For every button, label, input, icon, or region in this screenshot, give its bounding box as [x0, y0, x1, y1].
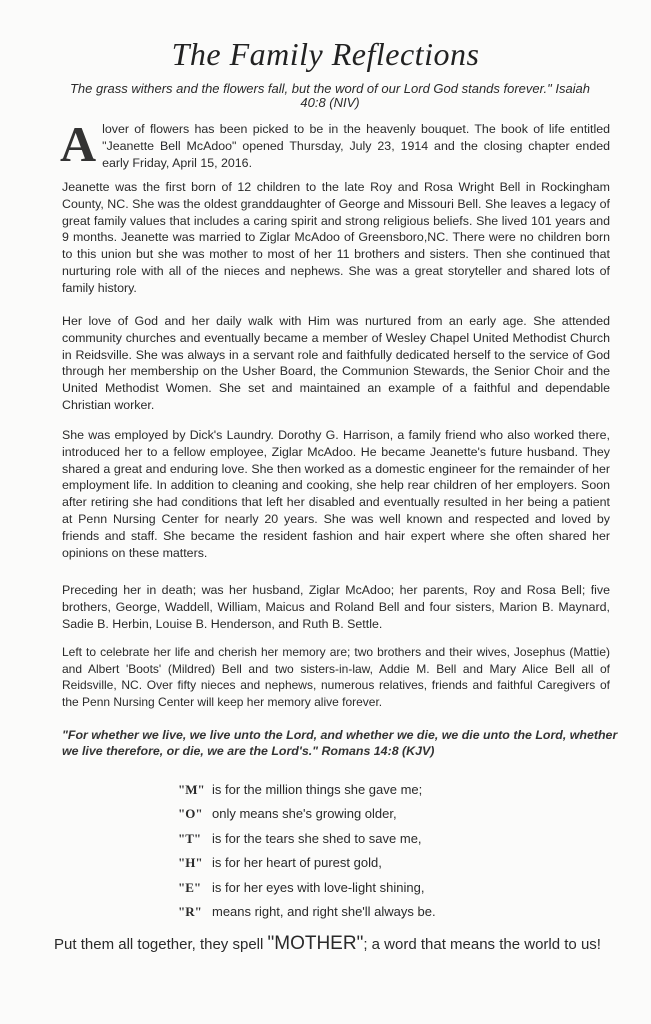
poem-text: is for her eyes with love-light shining, [212, 879, 425, 895]
intro-text: lover of flowers has been picked to be in the heavenly bouquet. The book of life entitled "Jeanette Bell McAdoo" opened Thursday, July 23, 1914 and the closing chapter ended early Friday, April 15, 2016. [102, 122, 610, 170]
poem-letter: "R" [178, 903, 202, 919]
poem-line [178, 878, 578, 902]
drop-cap: A [60, 116, 97, 172]
paragraph-work: She was employed by Dick's Laundry. Dorothy G. Harrison, a family friend who also worked there, introduced her to a fellow employee, Ziglar McAdoo. He became Jeanette's future husband. They shared a great and enduring love. She then worked as a domestic engineer for the remainder of her employment life. In addition to cleaning and cooking, she help rear children of her employers. Soon after retiring she had conditions that left her disabled and eventually resulted in her being a patient at Penn Nursing Center for nearly 20 years. She was well known and respected and loved by friends and staff. She became the resident fashion and hair expert where she often shared her opinions on these matters. [62, 428, 610, 560]
poem-line [178, 853, 578, 877]
epigraph-verse: The grass withers and the flowers fall, but the word of our Lord God stands forever." Isaiah 40:8 (NIV) [69, 81, 591, 110]
page-title: The Family Reflections [171, 36, 480, 72]
poem-letter: "M" [178, 782, 205, 797]
poem-text: means right, and right she'll always be. [212, 903, 436, 919]
closing-text-before: Put them all together, they spell [54, 936, 268, 953]
poem-text: is for her heart of purest gold, [212, 855, 382, 871]
poem-line [178, 804, 578, 828]
paragraph-survivors: Left to celebrate her life and cherish her memory are; two brothers and their wives, Josephus (Mattie) and Albert 'Boots' (Mildred) Bell and two sisters-in-law, Addie M. Bell and Mary Alice Bell all of Reidsville, NC. Over fifty nieces and nephews, numerous relatives, friends and faithful Caregivers of the Penn Nursing Center will keep her memory alive forever. [62, 645, 610, 709]
paragraph-family: Jeanette was the first born of 12 children to the late Roy and Rosa Wright Bell in Rockingham County, NC. She was the oldest granddaughter of George and Missouri Bell. She leaves a legacy of great family values that includes a caring spirit and strong religious beliefs. She lived 101 years and 9 months. Jeanette was married to Ziglar McAdoo of Greensboro,NC. There were no children born to this union but she was mother to most of her 11 brothers and sisters. Then she continued that nurturing role with all of the nieces and nephews. She was a great storyteller and shared lots of family history. [62, 180, 610, 295]
poem-line [178, 829, 578, 853]
paragraph-faith: Her love of God and her daily walk with Him was nurtured from an early age. She attended community churches and eventually became a member of Wesley Chapel United Methodist Church in Reidsville. She was always in a servant role and faithfully dedicated herself to the service of God through her membership on the Usher Board, the Communion Stewards, the Senior Choir and the United Methodist Women. She set and maintained an example of a faithful and dependable Christian worker. [62, 314, 610, 412]
intro-paragraph [60, 116, 610, 172]
poem-line [178, 902, 578, 926]
poem-text: is for the tears she shed to save me, [212, 830, 422, 846]
mother-poem [178, 780, 578, 926]
closing-mother-word: "MOTHER" [267, 933, 364, 954]
poem-letter: "O" [178, 806, 203, 822]
closing-line [40, 930, 615, 958]
poem-text: only means she's growing older, [212, 806, 397, 822]
scripture-quote: "For whether we live, we live unto the Lord, and whether we die, we die unto the Lord, whether we live therefore, or die, we are the Lord's." Romans 14:8 (KJV) [62, 728, 618, 758]
poem-letter: "H" [178, 855, 203, 871]
poem-letter: "T" [178, 830, 202, 846]
poem-line [178, 780, 578, 804]
closing-text-after: ; a word that means the world to us! [363, 936, 601, 953]
poem-text: is for the million things she gave me; [212, 782, 423, 797]
poem-letter: "E" [178, 879, 202, 895]
paragraph-preceded: Preceding her in death; was her husband, Ziglar McAdoo; her parents, Roy and Rosa Bell; five brothers, George, Waddell, William, Maicus and Roland Bell and four sisters, Marion B. Maynard, Sadie B. Herbin, Louise B. Henderson, and Ruth B. Settle. [62, 583, 610, 631]
